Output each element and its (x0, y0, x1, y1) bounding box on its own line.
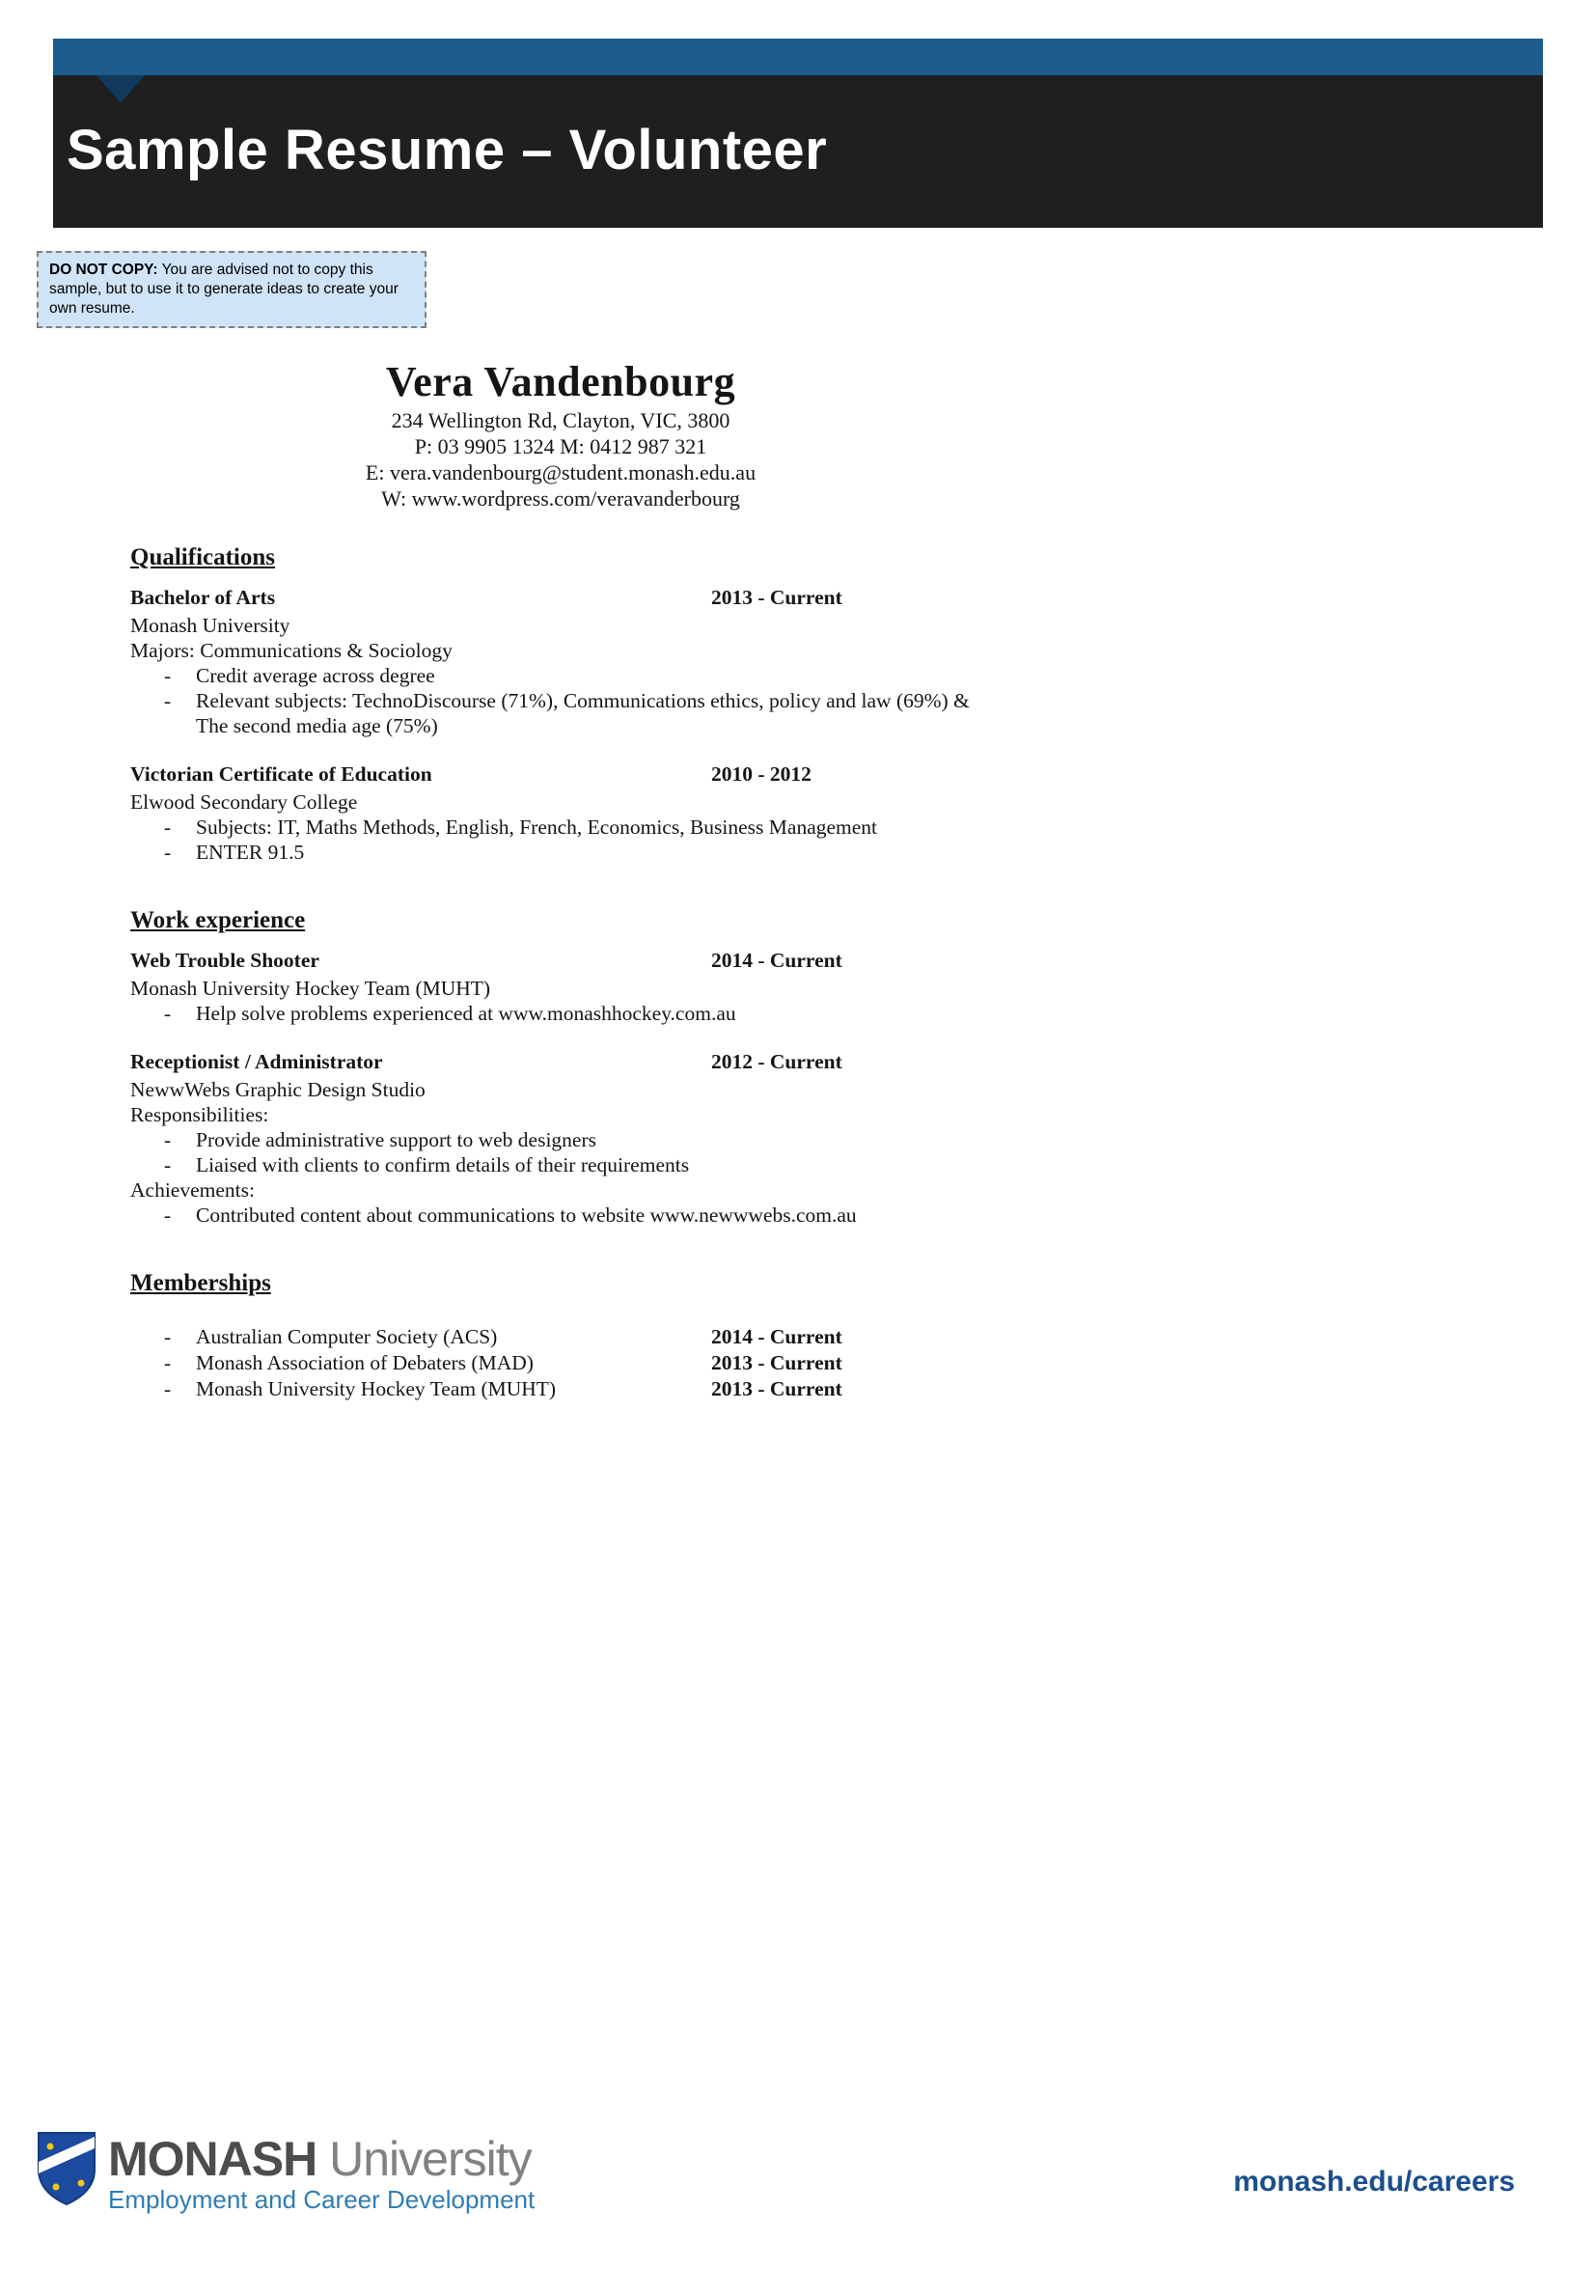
page-title: Sample Resume – Volunteer (67, 119, 828, 181)
contact-email: E: vera.vandenbourg@student.monash.edu.au (365, 460, 757, 484)
membership-date: 2013 - Current (711, 1351, 842, 1374)
section-heading-work-experience: Work experience (130, 907, 306, 933)
careers-url: monash.edu/careers (1233, 2166, 1515, 2198)
monash-logo (37, 2131, 535, 2214)
bullet-dash: - (164, 689, 172, 712)
logo-wordmark (108, 2132, 535, 2186)
entry-majors: Majors: Communications & Sociology (130, 639, 453, 662)
membership-date: 2014 - Current (711, 1325, 842, 1348)
bullet-dash: - (164, 1351, 172, 1374)
contact-address: 234 Wellington Rd, Clayton, VIC, 3800 (391, 408, 730, 432)
entry-title: Victorian Certificate of Education (130, 762, 432, 786)
entry-title: Receptionist / Administrator (130, 1050, 383, 1073)
bullet-item: - Relevant subjects: TechnoDiscourse (71%), Communications ethics, policy and law (69%) & The second media age (75%) (164, 689, 970, 737)
entry-organisation: Elwood Secondary College (130, 790, 358, 814)
monash-shield-icon (37, 2131, 96, 2206)
bullet-dash: - (164, 1128, 172, 1151)
bullet-dash: - (164, 816, 172, 839)
bullet-dash: - (164, 841, 172, 864)
entry-date: 2014 - Current (711, 949, 842, 972)
bullet-item: - Contributed content about communications to website www.newwwebs.com.au (164, 1203, 857, 1227)
do-not-copy-notice (37, 251, 427, 328)
responsibilities-label: Responsibilities: (130, 1103, 269, 1126)
notice-label: DO NOT COPY: (49, 262, 158, 278)
page-footer (37, 2131, 1515, 2214)
entry-title: Bachelor of Arts (130, 586, 276, 609)
contact-phone: P: 03 9905 1324 M: 0412 987 321 (414, 434, 707, 458)
entry-date: 2013 - Current (711, 586, 842, 609)
section-heading-qualifications: Qualifications (130, 544, 276, 570)
qualification-entry (130, 585, 991, 738)
logo-tagline: Employment and Career Development (108, 2185, 536, 2214)
entry-date: 2010 - 2012 (711, 762, 812, 786)
entry-title: Web Trouble Shooter (130, 949, 319, 972)
bullet-dash: - (164, 1377, 172, 1400)
membership-item: - Monash University Hockey Team (MUHT) 2013 - Current (164, 1377, 842, 1400)
bullet-item: - Provide administrative support to web designers (164, 1128, 596, 1151)
header-band (53, 75, 1543, 228)
resume-body (130, 357, 991, 1402)
work-entry (130, 1049, 991, 1228)
candidate-name: Vera Vandenbourg (385, 358, 736, 405)
bullet-dash: - (164, 1203, 172, 1227)
contact-block (130, 357, 991, 512)
header-blue-strip (53, 39, 1543, 75)
entry-organisation: Monash University Hockey Team (MUHT) (130, 977, 491, 1000)
bullet-item: - Help solve problems experienced at www.monashhockey.com.au (164, 1002, 736, 1025)
bullet-dash: - (164, 1325, 172, 1348)
entry-date: 2012 - Current (711, 1050, 842, 1073)
bullet-dash: - (164, 1002, 172, 1025)
bullet-item: - ENTER 91.5 (164, 841, 305, 864)
membership-list (130, 1324, 991, 1402)
membership-item: - Australian Computer Society (ACS) 2014 - Current (164, 1325, 842, 1348)
membership-item: - Monash Association of Debaters (MAD) 2013 - Current (164, 1351, 842, 1374)
bullet-dash: - (164, 664, 172, 687)
notice-text: You are advised not to copy this sample, but to use it to generate ideas to create your own resume. (49, 262, 399, 317)
logo-university-text: University (329, 2132, 532, 2186)
work-entry (130, 948, 991, 1026)
logo-monash-text: MONASH (108, 2132, 317, 2186)
membership-date: 2013 - Current (711, 1377, 842, 1400)
bullet-dash: - (164, 1153, 172, 1176)
qualification-entry (130, 761, 991, 865)
entry-organisation: NewwWebs Graphic Design Studio (130, 1078, 426, 1101)
achievements-label: Achievements: (130, 1178, 255, 1202)
contact-website: W: www.wordpress.com/veravanderbourg (381, 486, 740, 511)
entry-organisation: Monash University (130, 614, 290, 637)
chevron-down-icon (96, 75, 145, 103)
bullet-item: - Subjects: IT, Maths Methods, English, French, Economics, Business Management (164, 816, 878, 839)
bullet-item: - Liaised with clients to confirm details of their requirements (164, 1153, 690, 1176)
section-heading-memberships: Memberships (130, 1270, 271, 1296)
bullet-item: - Credit average across degree (164, 664, 435, 687)
